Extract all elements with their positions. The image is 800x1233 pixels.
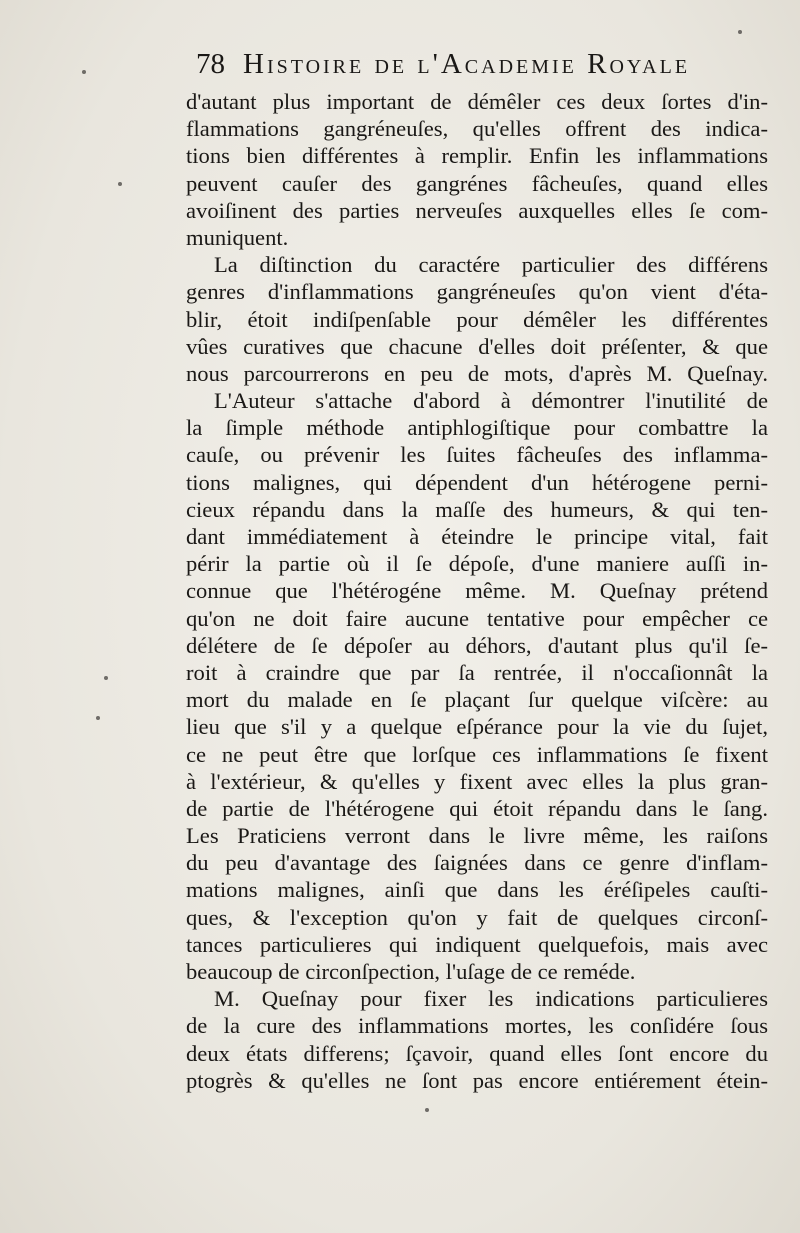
text-line: du peu d'avantage des ſaignées dans ce genre d'inflam- <box>186 850 768 876</box>
text-line: L'Auteur s'attache d'abord à démontrer l'inutilité de <box>214 388 768 414</box>
text-line: La diſtinction du caractére particulier des différens <box>214 252 768 278</box>
text-line: roit à craindre que par ſa rentrée, il n'occaſionnât la <box>186 659 768 685</box>
text-line: flammations gangréneuſes, qu'elles offrent des indica- <box>186 116 768 142</box>
text-line: mort du malade en ſe plaçant ſur quelque viſcère: au <box>186 687 768 713</box>
paper-speck <box>425 1108 429 1112</box>
text-line: dant immédiatement à éteindre le principe vital, fait <box>186 524 768 549</box>
text-line: M. Queſnay pour fixer les indications particulieres <box>214 986 768 1012</box>
text-line: genres d'inflammations gangréneuſes qu'on vient d'éta- <box>186 279 768 305</box>
text-line: vûes curatives que chacune d'elles doit préſenter, & que <box>186 333 768 359</box>
text-line: deux états differens; ſçavoir, quand elles ſont encore du <box>186 1040 768 1066</box>
text-line: à l'extérieur, & qu'elles y fixent avec elles la plus gran- <box>186 768 768 794</box>
text-line: beaucoup de circonſpection, l'uſage de ce reméde. <box>186 959 636 984</box>
text-line: de la cure des inflammations mortes, les conſidére ſous <box>186 1013 768 1039</box>
text-line: de partie de l'hétérogene qui étoit répandu dans le ſang. <box>186 795 768 821</box>
running-header <box>196 44 776 84</box>
text-line: tions bien différentes à remplir. Enfin les inflammations <box>186 143 768 169</box>
text-line: ce ne peut être que lorſque ces inflammations ſe fixent <box>186 741 768 767</box>
text-line: qu'on ne doit faire aucune tentative pour empêcher ce <box>186 605 768 631</box>
paper-speck <box>104 676 108 680</box>
text-line: mations malignes, ainſi que dans les éréſipeles cauſti- <box>186 877 768 903</box>
text-line: cauſe, ou prévenir les ſuites fâcheuſes des inflamma- <box>186 442 768 468</box>
text-line: muniquent. <box>186 224 289 250</box>
running-title: Histoire de l'Academie Royale <box>243 48 691 80</box>
text-line: cieux répandu dans la maſſe des humeurs, & qui ten- <box>186 496 768 522</box>
body-text <box>186 88 768 1094</box>
text-line: tions malignes, qui dépendent d'un hétérogene perni- <box>186 469 768 495</box>
text-line: ptogrès & qu'elles ne ſont pas encore entiérement étein- <box>186 1067 768 1093</box>
paper-speck <box>118 182 122 186</box>
text-line: avoiſinent des parties nerveuſes auxquelles elles ſe com- <box>186 197 768 223</box>
text-line: d'autant plus important de démêler ces deux ſortes d'in- <box>186 89 768 114</box>
paper-speck <box>738 30 742 34</box>
text-line: connue que l'hétérogéne même. M. Queſnay prétend <box>186 578 768 604</box>
text-line: lieu que s'il y a quelque eſpérance pour la vie du ſujet, <box>186 714 768 740</box>
text-line: tances particulieres qui indiquent quelquefois, mais avec <box>186 931 768 957</box>
text-line: blir, étoit indiſpenſable pour démêler les différentes <box>186 306 768 332</box>
text-line: nous parcourrerons en peu de mots, d'après M. Queſnay. <box>186 360 768 386</box>
text-line: délétere de ſe dépoſer au déhors, d'autant plus qu'il ſe- <box>186 632 768 658</box>
text-line: peuvent cauſer des gangrénes fâcheuſes, quand elles <box>186 170 768 196</box>
text-line: la ſimple méthode antiphlogiſtique pour combattre la <box>186 415 768 441</box>
text-line: Les Praticiens verront dans le livre même, les raiſons <box>186 823 768 849</box>
text-line: périr la partie où il ſe dépoſe, d'une maniere auſſi in- <box>186 551 768 577</box>
text-line: ques, & l'exception qu'on y fait de quelques circonſ- <box>186 904 768 930</box>
paper-speck <box>96 716 100 720</box>
page-number: 78 <box>196 48 225 80</box>
paper-speck <box>82 70 86 74</box>
